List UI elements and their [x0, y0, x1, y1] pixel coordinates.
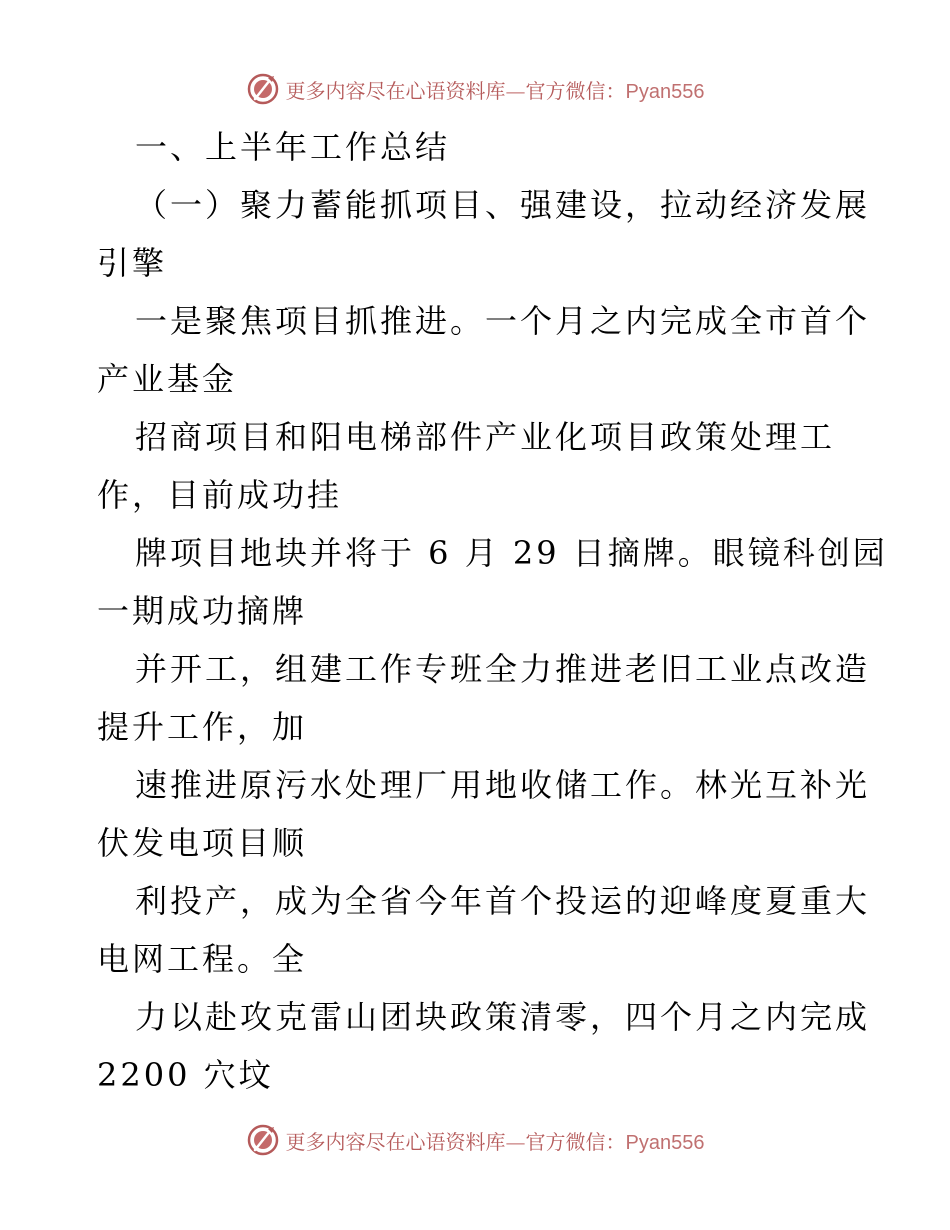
- text-line: 产业基金: [97, 360, 238, 398]
- watermark-prefix: 更多内容尽在心语资料库: [285, 78, 506, 103]
- quill-logo-icon: [246, 72, 280, 106]
- text-line: 电网工程。全: [97, 940, 308, 978]
- text-line: 并开工，组建工作专班全力推进老旧工业点改造: [135, 650, 871, 688]
- text-line: 利投产，成为全省今年首个投运的迎峰度夏重大: [135, 882, 871, 920]
- text-line: 一、上半年工作总结: [135, 128, 451, 166]
- quill-logo-icon: [246, 1123, 280, 1157]
- document-body: [97, 118, 888, 1104]
- watermark-prefix: 更多内容尽在心语资料库: [285, 1129, 506, 1154]
- watermark-wechat-label: 官方微信：: [525, 1129, 626, 1154]
- text-line: 招商项目和阳电梯部件产业化项目政策处理工: [135, 418, 836, 456]
- header-watermark: [0, 72, 950, 106]
- text-line: 一是聚焦项目抓推进。一个月之内完成全市首个: [135, 302, 871, 340]
- text-line: 一期成功摘牌: [97, 592, 308, 630]
- watermark-account: Pyan556: [625, 80, 705, 103]
- watermark-text: [286, 1126, 705, 1155]
- text-line: 2200 穴坟: [97, 1056, 274, 1094]
- watermark-text: [286, 75, 705, 104]
- text-line: 力以赴攻克雷山团块政策清零，四个月之内完成: [135, 998, 871, 1036]
- text-line: 提升工作，加: [97, 708, 308, 746]
- text-line: 伏发电项目顺: [97, 824, 308, 862]
- watermark-separator: —: [505, 78, 526, 103]
- text-line: （一）聚力蓄能抓项目、强建设，拉动经济发展: [135, 186, 871, 224]
- watermark-separator: —: [505, 1129, 526, 1154]
- footer-watermark: [0, 1123, 950, 1157]
- text-line: 引擎: [97, 244, 168, 282]
- watermark-wechat-label: 官方微信：: [525, 78, 626, 103]
- text-line: 牌项目地块并将于 6 月 29 日摘牌。眼镜科创园: [135, 534, 888, 572]
- watermark-account: Pyan556: [625, 1131, 705, 1154]
- text-line: 速推进原污水处理厂用地收储工作。林光互补光: [135, 766, 871, 804]
- text-line: 作，目前成功挂: [97, 476, 343, 514]
